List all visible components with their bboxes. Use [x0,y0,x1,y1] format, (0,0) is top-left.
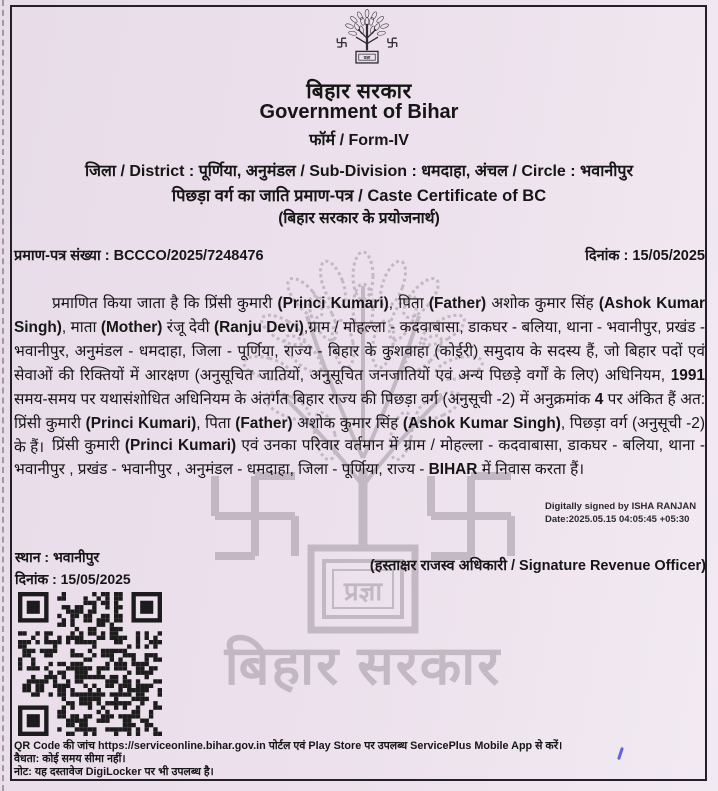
certificate-date-label: दिनांक : [585,248,629,264]
government-title-english: Government of Bihar [259,101,459,123]
footer-qr-verification-line: QR Code की जांच https://serviceonline.bihar.gov.in पोर्टल एवं Play Store पर उपलब्ध ServicePlus Mobile App से करें। [14,740,563,752]
signature-officer-line: (हस्ताक्षर राजस्व अधिकारी / Signature Revenue Officer) [369,558,706,574]
scan-edge-artifact [2,0,4,791]
date-line: दिनांक : 15/05/2025 [15,571,131,587]
certificate-paragraph-1: प्रमाणित किया जाता है कि प्रिंसी कुमारी (Princi Kumari), पिता (Father) अशोक कुमार सिंह (Ashok Kumar Singh), माता (Mother) रंजू देवी (Ranju Devi),ग्राम / मोहल्ला - कदवाबासा, डाकघर - बलिया, थाना - भवानीपुर, प्रखंड - भवानीपुर, अनुमंडल - धमदाहा, जिला - पूर्णिया, राज्य - बिहार के कुशवाहा (कोईरी) समुदाय के सदस्य हैं, जो बिहार पदों एवं सेवाओं की रिक्तियों में आरक्षण (अनुसूचित जातियों, अनुसूचित जनजातियों एवं अन्य पिछड़े वर्गों के लिए) अधिनियम, 1991 समय-समय पर यथासंशोधित अधिनियम के अंतर्गत बिहार राज्य की पिछड़ा वर्ग (अनुसूची -2) में अनुक्रमांक 4 पर अंकित हैं अत: प्रिंसी कुमारी (Princi Kumari), पिता (Father) अशोक कुमार सिंह (Ashok Kumar Singh), पिछड़ा वर्ग (अनुसूची -2) के हैं। [14,295,705,456]
place-line: स्थान : भवानीपुर [15,549,100,565]
watermark-plaque-text: प्रज्ञा [343,576,383,606]
digital-signature-line2: Date:2025.05.15 04:05:45 +05:30 [545,513,690,525]
certificate-title: पिछड़ा वर्ग का जाति प्रमाण-पत्र / Caste Certificate of BC [171,187,547,205]
form-number-line: फॉर्म / Form-IV [309,132,409,149]
district-subdivision-circle-line: जिला / District : पूर्णिया, अनुमंडल / Sub-Division : धमदाहा, अंचल / Circle : भवानीपुर [85,163,633,180]
certificate-paragraph-2: प्रिंसी कुमारी (Princi Kumari) एवं उनका परिवार वर्तमान में ग्राम / मोहल्ला - कदवाबासा, डाकघर - बलिया, थाना - भवानीपुर , प्रखंड - भवानीपुर , अनुमंडल - धमदाहा, जिला - पूर्णिया, राज्य - BIHAR में निवास करता हैं। [14,437,705,478]
certificate-number-label: प्रमाण-पत्र संख्या : [14,248,110,264]
certificate-date-value: 15/05/2025 [632,248,705,264]
place-date-block [15,546,131,590]
digital-signature-line1: Digitally signed by ISHA RANJAN [545,501,697,512]
qr-code [15,592,165,736]
watermark-text: बिहार सरकार [224,636,502,696]
certificate-number-value: BCCCO/2025/7248476 [113,248,264,264]
bihar-emblem-icon [334,7,400,65]
emblem-plaque-text: प्रज्ञा [363,55,371,61]
certificate-date [585,245,705,265]
footer-digilocker-note: नोट: यह दस्तावेज DigiLocker पर भी उपलब्ध है। [14,766,214,779]
footer-notes [14,740,634,780]
purpose-line: (बिहार सरकार के प्रयोजनार्थ) [278,210,440,227]
footer-validity-line: वैधता: कोई समय सीमा नहीं। [14,753,126,766]
digital-signature-block [545,501,696,526]
government-title-hindi: बिहार सरकार [306,80,412,103]
